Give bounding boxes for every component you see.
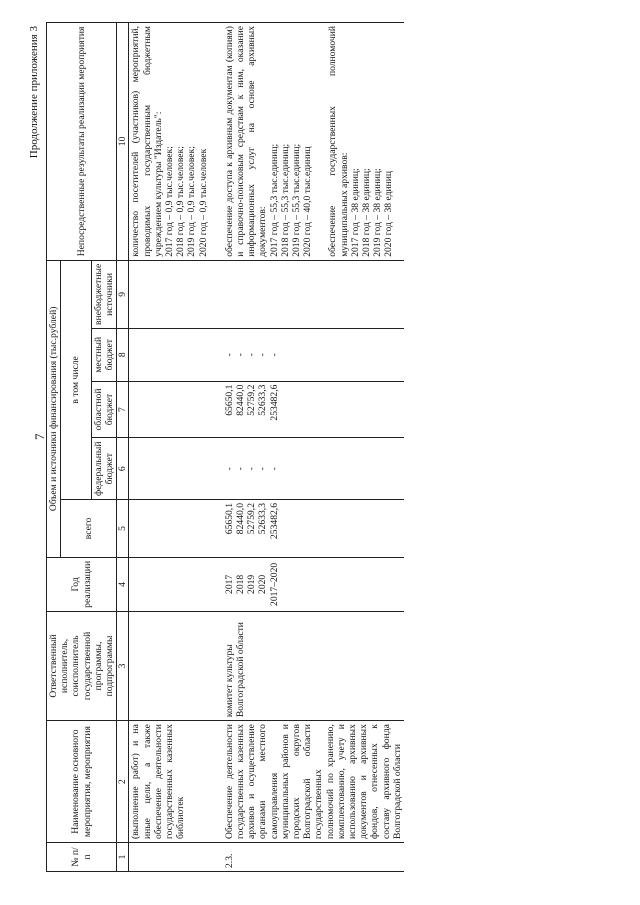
rotated-page-content xyxy=(28,22,598,872)
results-line: 2019 год – 0,9 тыс.человек; xyxy=(186,146,198,257)
total-value: 253482,6 xyxy=(268,503,280,539)
results-line: 2019 год – 38 единиц; xyxy=(372,168,384,257)
colnum: 8 xyxy=(117,328,129,381)
federal-value: - xyxy=(246,467,258,471)
colnum: 10 xyxy=(117,23,129,261)
results-line: 2017 год – 55,3 тыс.единиц; xyxy=(268,143,280,257)
results-line: 2019 год – 55,3 тыс.единиц; xyxy=(291,143,303,257)
results-text: обеспечение доступа к архивным документам (копиям) и справочно-поисковым средствам к ним, оказание информационных услуг на основе архивных документов: xyxy=(223,26,269,257)
results-line: 2017 год – 0,9 тыс.человек; xyxy=(164,146,176,257)
local-value: - xyxy=(268,353,280,357)
regional-value: 52633,3 xyxy=(257,384,269,416)
results-text: обеспечение государственных полномочий муниципальных архивов: xyxy=(327,26,350,257)
header-row-1 xyxy=(47,23,61,872)
column-number-row xyxy=(117,23,129,872)
regional-value: 52759,2 xyxy=(246,384,258,416)
total-value: 65650,1 xyxy=(223,503,235,535)
header-funding: Объем и источники финансирования (тыс.рублей) xyxy=(47,260,61,557)
results-line: 2018 год – 0,9 тыс.человек; xyxy=(175,146,187,257)
federal-cell xyxy=(223,438,404,500)
colnum: 9 xyxy=(117,260,129,328)
year: 2019 xyxy=(246,574,258,594)
total-value: 52759,2 xyxy=(246,503,258,535)
year: 2018 xyxy=(235,574,247,594)
results-line: 2020 год – 0,9 тыс.человек xyxy=(197,148,209,257)
header-number: № п/п xyxy=(47,843,117,872)
local-value: - xyxy=(223,353,235,357)
colnum: 5 xyxy=(117,500,129,558)
year: 2017–2020 xyxy=(268,562,280,606)
year: 2020 xyxy=(257,574,269,594)
total-value: 82440,0 xyxy=(235,503,247,535)
executor: комитет культуры Волгоградской области xyxy=(223,611,404,720)
results-line: 2018 год – 38 единиц; xyxy=(361,168,373,257)
activity-results xyxy=(129,23,223,261)
regional-value: 65650,1 xyxy=(223,384,235,416)
header-executor: Ответственный исполнитель, соисполнитель государственной программы, подпрограммы xyxy=(47,611,117,720)
results-line: 2020 год – 40,0 тыс.единиц xyxy=(302,146,314,257)
local-cell xyxy=(223,328,404,381)
header-total: всего xyxy=(61,500,117,558)
regional-value: 253482,6 xyxy=(268,384,280,421)
extrabudget-cell xyxy=(223,260,404,328)
header-year: Год реализации xyxy=(47,557,117,611)
federal-value: - xyxy=(223,467,235,471)
header-results: Непосредственные результаты реализации мероприятия xyxy=(47,23,117,261)
local-value: - xyxy=(257,353,269,357)
colnum: 7 xyxy=(117,381,129,438)
continuation-label: Продолжение приложения 3 xyxy=(28,26,40,159)
total-cell xyxy=(223,500,404,558)
federal-value: - xyxy=(235,467,247,471)
colnum: 1 xyxy=(117,843,129,872)
header-regional: областной бюджет xyxy=(91,381,116,438)
colnum: 4 xyxy=(117,557,129,611)
activity-name: (выполнение работ) и на иные цели, а также обеспечение деятельности государственных казенных библиотек xyxy=(129,721,223,843)
results-text: количество посетителей (участников) мероприятий, проводимых государственным бюджетным учреждением культуры "Издатель": xyxy=(130,26,164,257)
header-extrabudget: внебюджетные источники xyxy=(91,260,116,328)
total-value: 52633,3 xyxy=(257,503,269,535)
federal-value: - xyxy=(257,467,269,471)
local-value: - xyxy=(246,353,258,357)
row-number: 2.3. xyxy=(223,843,404,872)
colnum: 3 xyxy=(117,611,129,720)
year: 2017 xyxy=(223,574,235,594)
colnum: 2 xyxy=(117,721,129,843)
years-cell xyxy=(223,557,404,611)
colnum: 6 xyxy=(117,438,129,500)
results-line: 2017 год – 38 единиц; xyxy=(349,168,361,257)
table-row-continued xyxy=(129,23,223,872)
results-line: 2018 год – 55,3 тыс.единиц; xyxy=(279,143,291,257)
page-number: 7 xyxy=(32,433,47,440)
regional-cell xyxy=(223,381,404,438)
header-name: Наименование основного мероприятия, мероприятия xyxy=(47,721,117,843)
header-including: в том числе xyxy=(61,260,92,499)
header-federal: федеральный бюджет xyxy=(91,438,116,500)
header-local: местный бюджет xyxy=(91,328,116,381)
local-value: - xyxy=(235,353,247,357)
program-table xyxy=(46,22,404,872)
activity-results xyxy=(223,23,404,261)
regional-value: 82440,0 xyxy=(235,384,247,416)
activity-name: Обеспечение деятельности государственных казенных архивов и осуществление органами местного самоуправления муниципальных районов и городских округов Волгоградской области государственных полномочий по хранению, комплектованию, учету и использованию архивных документов и архивных фондов, отнесенных к составу архивного фонда Волгоградской области xyxy=(223,721,404,843)
federal-value: - xyxy=(268,467,280,471)
results-line: 2020 год – 38 единиц xyxy=(383,170,395,257)
table-row-2-3 xyxy=(223,23,404,872)
